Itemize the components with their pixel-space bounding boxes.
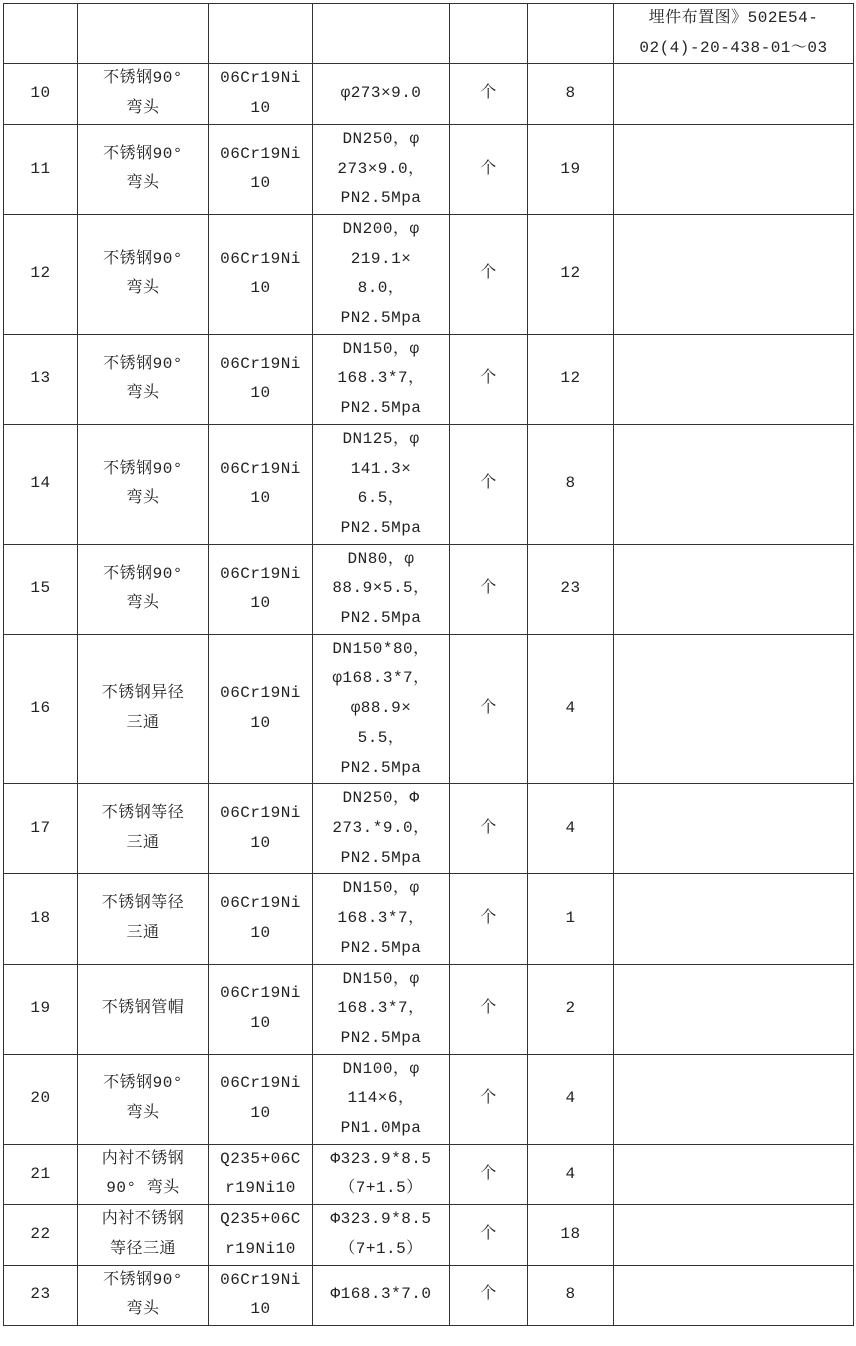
- cell-name: [78, 544, 209, 634]
- cell-no: 18: [4, 874, 78, 964]
- cell-spec-line: PN2.5Mpa: [340, 309, 422, 328]
- cell-material-line: 06Cr19Ni: [220, 249, 301, 268]
- cell-spec-line: DN125，φ: [342, 429, 420, 448]
- cell-spec-line: PN2.5Mpa: [340, 938, 422, 957]
- cell-spec-line: 141.3×: [350, 459, 412, 478]
- cell-spec-line: φ273×9.0: [340, 84, 422, 103]
- cell-spec-line: DN150，φ: [342, 339, 420, 358]
- table-row: [4, 544, 854, 634]
- table-body: [4, 4, 854, 1326]
- cell-spec: [313, 4, 450, 64]
- cell-spec-line: 8.0，: [357, 279, 405, 298]
- cell-spec: [313, 874, 450, 964]
- cell-spec-line: 88.9×5.5，: [332, 579, 430, 598]
- cell-spec: [313, 64, 450, 124]
- cell-spec-line: DN150，φ: [342, 969, 420, 988]
- cell-material: [209, 124, 313, 214]
- cell-no: 15: [4, 544, 78, 634]
- cell-spec-line: DN200，φ: [342, 219, 420, 238]
- cell-name: [78, 334, 209, 424]
- cell-spec: [313, 784, 450, 874]
- cell-name-line: 弯头: [126, 174, 160, 193]
- cell-no: 19: [4, 964, 78, 1054]
- cell-name-line: 不锈钢90°: [103, 1074, 183, 1093]
- cell-name-line: 等径三通: [109, 1239, 176, 1258]
- cell-material: [209, 784, 313, 874]
- cell-qty: 19: [528, 124, 614, 214]
- cell-material-line: 10: [250, 1014, 271, 1033]
- cell-material: [209, 64, 313, 124]
- table-row: [4, 424, 854, 544]
- cell-spec: [313, 1265, 450, 1325]
- cell-spec-line: 219.1×: [350, 249, 412, 268]
- cell-material-line: 10: [250, 1104, 271, 1123]
- cell-unit: 个: [450, 874, 528, 964]
- cell-spec-line: 168.3*7，: [337, 369, 425, 388]
- cell-spec-line: DN80，φ: [347, 549, 415, 568]
- cell-no: 23: [4, 1265, 78, 1325]
- cell-spec-line: 168.3*7，: [337, 999, 425, 1018]
- cell-name-line: 弯头: [126, 384, 160, 403]
- cell-name-line: 不锈钢90°: [103, 564, 183, 583]
- cell-name-line: 不锈钢管帽: [101, 999, 185, 1018]
- cell-name: [78, 1265, 209, 1325]
- cell-material-line: 06Cr19Ni: [220, 354, 301, 373]
- cell-spec-line: PN2.5Mpa: [340, 189, 422, 208]
- cell-material: [209, 1144, 313, 1204]
- cell-material-line: 10: [250, 714, 271, 733]
- cell-material-line: 10: [250, 833, 271, 852]
- cell-material-line: 06Cr19Ni: [220, 684, 301, 703]
- cell-name-line: 90° 弯头: [106, 1179, 180, 1198]
- cell-name-line: 不锈钢90°: [103, 1270, 183, 1289]
- cell-qty: 2: [528, 964, 614, 1054]
- cell-spec: [313, 124, 450, 214]
- cell-name-line: 不锈钢90°: [103, 144, 183, 163]
- cell-remark: [614, 1265, 854, 1325]
- cell-unit: 个: [450, 334, 528, 424]
- cell-qty: 4: [528, 634, 614, 784]
- cell-name: [78, 214, 209, 334]
- cell-qty: 8: [528, 1265, 614, 1325]
- cell-unit: 个: [450, 1144, 528, 1204]
- cell-material-line: 06Cr19Ni: [220, 1270, 301, 1289]
- cell-material-line: 10: [250, 1300, 271, 1319]
- cell-material-line: 06Cr19Ni: [220, 894, 301, 913]
- table-row: [4, 1144, 854, 1204]
- cell-no: 16: [4, 634, 78, 784]
- cell-spec-line: 273.*9.0，: [332, 818, 430, 837]
- cell-unit: 个: [450, 1205, 528, 1265]
- cell-material: [209, 1265, 313, 1325]
- cell-name: [78, 964, 209, 1054]
- cell-spec: [313, 424, 450, 544]
- cell-spec-line: DN250，Φ: [342, 789, 420, 808]
- cell-unit: 个: [450, 1054, 528, 1144]
- cell-material-line: Q235+06C: [220, 1149, 301, 1168]
- cell-spec-line: PN2.5Mpa: [340, 848, 422, 867]
- table-row: [4, 1054, 854, 1144]
- cell-no: 22: [4, 1205, 78, 1265]
- cell-unit: 个: [450, 784, 528, 874]
- cell-name-line: 弯头: [126, 99, 160, 118]
- cell-spec-line: Φ168.3*7.0: [330, 1285, 432, 1304]
- table-row: [4, 634, 854, 784]
- cell-remark: [614, 1144, 854, 1204]
- cell-name-line: 弯头: [126, 1300, 160, 1319]
- cell-remark: [614, 424, 854, 544]
- cell-qty: 18: [528, 1205, 614, 1265]
- cell-spec-line: Φ323.9*8.5: [330, 1210, 432, 1229]
- cell-spec-line: φ88.9×: [350, 699, 412, 718]
- cell-name: [78, 784, 209, 874]
- cell-qty: 4: [528, 784, 614, 874]
- cell-material-line: 06Cr19Ni: [220, 984, 301, 1003]
- cell-no: 11: [4, 124, 78, 214]
- cell-material-line: 10: [250, 279, 271, 298]
- cell-name-line: 不锈钢等径: [101, 804, 185, 823]
- table-row: [4, 334, 854, 424]
- cell-name: [78, 424, 209, 544]
- cell-spec-line: PN2.5Mpa: [340, 399, 422, 418]
- cell-unit: 个: [450, 124, 528, 214]
- cell-name-line: 弯头: [126, 594, 160, 613]
- cell-name: [78, 124, 209, 214]
- cell-name-line: 内衬不锈钢: [101, 1149, 185, 1168]
- cell-remark: [614, 64, 854, 124]
- cell-no: 17: [4, 784, 78, 874]
- cell-name-line: 不锈钢90°: [103, 459, 183, 478]
- cell-spec: [313, 334, 450, 424]
- cell-material-line: r19Ni10: [225, 1179, 296, 1198]
- table-row: [4, 784, 854, 874]
- cell-spec-line: 168.3*7，: [337, 909, 425, 928]
- cell-name-line: 弯头: [126, 279, 160, 298]
- cell-qty: 8: [528, 424, 614, 544]
- cell-material-line: 10: [250, 99, 271, 118]
- cell-material-line: 10: [250, 594, 271, 613]
- table-row: [4, 964, 854, 1054]
- cell-name-line: 不锈钢90°: [103, 354, 183, 373]
- cell-qty: 12: [528, 334, 614, 424]
- cell-material: [209, 544, 313, 634]
- cell-name-line: 不锈钢90°: [103, 69, 183, 88]
- cell-name-line: 不锈钢异径: [101, 684, 185, 703]
- cell-qty: 23: [528, 544, 614, 634]
- cell-unit: 个: [450, 544, 528, 634]
- cell-no: 14: [4, 424, 78, 544]
- cell-spec-line: 6.5，: [357, 489, 405, 508]
- cell-name-line: 内衬不锈钢: [101, 1210, 185, 1229]
- cell-material: [209, 334, 313, 424]
- cell-spec-line: DN150，φ: [342, 879, 420, 898]
- cell-spec-line: PN1.0Mpa: [340, 1119, 422, 1138]
- table-row: [4, 4, 854, 64]
- cell-spec-line: 273×9.0，: [337, 159, 425, 178]
- cell-material-line: 10: [250, 174, 271, 193]
- cell-material-line: 06Cr19Ni: [220, 804, 301, 823]
- cell-spec-line: 114×6，: [347, 1089, 415, 1108]
- cell-spec-line: 5.5，: [357, 728, 405, 747]
- cell-material-line: 10: [250, 384, 271, 403]
- cell-spec-line: PN2.5Mpa: [340, 1028, 422, 1047]
- cell-material: [209, 424, 313, 544]
- cell-qty: [528, 4, 614, 64]
- cell-spec-line: φ168.3*7，: [332, 669, 430, 688]
- cell-material: [209, 1054, 313, 1144]
- cell-no: [4, 4, 78, 64]
- cell-spec-line: PN2.5Mpa: [340, 518, 422, 537]
- cell-remark: [614, 874, 854, 964]
- cell-material: [209, 214, 313, 334]
- cell-remark: [614, 544, 854, 634]
- cell-material-line: 06Cr19Ni: [220, 1074, 301, 1093]
- cell-unit: 个: [450, 424, 528, 544]
- cell-remark: [614, 4, 854, 64]
- cell-material: [209, 4, 313, 64]
- cell-name-line: 三通: [126, 923, 160, 942]
- cell-no: 21: [4, 1144, 78, 1204]
- cell-name: [78, 874, 209, 964]
- cell-qty: 1: [528, 874, 614, 964]
- cell-spec-line: DN150*80，: [332, 639, 430, 658]
- cell-spec-line: DN250，φ: [342, 129, 420, 148]
- cell-spec-line: Φ323.9*8.5: [330, 1149, 432, 1168]
- cell-remark: [614, 964, 854, 1054]
- materials-table: [3, 3, 854, 1326]
- cell-unit: [450, 4, 528, 64]
- cell-spec-line: PN2.5Mpa: [340, 609, 422, 628]
- cell-name: [78, 1144, 209, 1204]
- cell-spec: [313, 964, 450, 1054]
- cell-remark: [614, 1054, 854, 1144]
- cell-remark: [614, 634, 854, 784]
- cell-spec-line: PN2.5Mpa: [340, 758, 422, 777]
- cell-material-line: 06Cr19Ni: [220, 459, 301, 478]
- cell-unit: 个: [450, 1265, 528, 1325]
- cell-name-line: 不锈钢等径: [101, 894, 185, 913]
- table-row: [4, 124, 854, 214]
- cell-material: [209, 1205, 313, 1265]
- cell-spec: [313, 1205, 450, 1265]
- cell-name: [78, 1205, 209, 1265]
- cell-material-line: Q235+06C: [220, 1210, 301, 1229]
- cell-name: [78, 634, 209, 784]
- cell-remark: [614, 124, 854, 214]
- table-row: [4, 1265, 854, 1325]
- cell-material-line: 10: [250, 489, 271, 508]
- table-row: [4, 214, 854, 334]
- cell-qty: 4: [528, 1054, 614, 1144]
- cell-remark-line: 埋件布置图》502E54-: [648, 9, 819, 27]
- cell-no: 10: [4, 64, 78, 124]
- cell-name-line: 三通: [126, 714, 160, 733]
- cell-remark: [614, 334, 854, 424]
- cell-no: 13: [4, 334, 78, 424]
- cell-remark: [614, 214, 854, 334]
- cell-remark-line: 02(4)-20-438-01～03: [639, 38, 828, 57]
- cell-unit: 个: [450, 64, 528, 124]
- cell-spec: [313, 1054, 450, 1144]
- cell-name-line: 弯头: [126, 489, 160, 508]
- cell-material: [209, 634, 313, 784]
- cell-spec-line: （7+1.5）: [339, 1179, 423, 1198]
- cell-unit: 个: [450, 964, 528, 1054]
- cell-material: [209, 964, 313, 1054]
- table-row: [4, 1205, 854, 1265]
- cell-spec-line: DN100，φ: [342, 1059, 420, 1078]
- cell-unit: 个: [450, 214, 528, 334]
- cell-name: [78, 1054, 209, 1144]
- cell-name-line: 弯头: [126, 1104, 160, 1123]
- cell-material-line: 10: [250, 923, 271, 942]
- cell-material-line: r19Ni10: [225, 1239, 296, 1258]
- cell-name-line: 三通: [126, 833, 160, 852]
- cell-no: 20: [4, 1054, 78, 1144]
- cell-name: [78, 4, 209, 64]
- cell-material-line: 06Cr19Ni: [220, 144, 301, 163]
- cell-remark: [614, 1205, 854, 1265]
- cell-spec: [313, 544, 450, 634]
- cell-material: [209, 874, 313, 964]
- cell-qty: 12: [528, 214, 614, 334]
- cell-spec-line: （7+1.5）: [339, 1239, 423, 1258]
- cell-spec: [313, 1144, 450, 1204]
- cell-qty: 4: [528, 1144, 614, 1204]
- cell-name: [78, 64, 209, 124]
- table-row: [4, 874, 854, 964]
- document-page: [3, 3, 853, 1326]
- cell-remark: [614, 784, 854, 874]
- cell-spec: [313, 214, 450, 334]
- cell-material-line: 06Cr19Ni: [220, 69, 301, 88]
- cell-unit: 个: [450, 634, 528, 784]
- cell-name-line: 不锈钢90°: [103, 249, 183, 268]
- table-row: [4, 64, 854, 124]
- cell-qty: 8: [528, 64, 614, 124]
- cell-material-line: 06Cr19Ni: [220, 564, 301, 583]
- cell-no: 12: [4, 214, 78, 334]
- cell-spec: [313, 634, 450, 784]
